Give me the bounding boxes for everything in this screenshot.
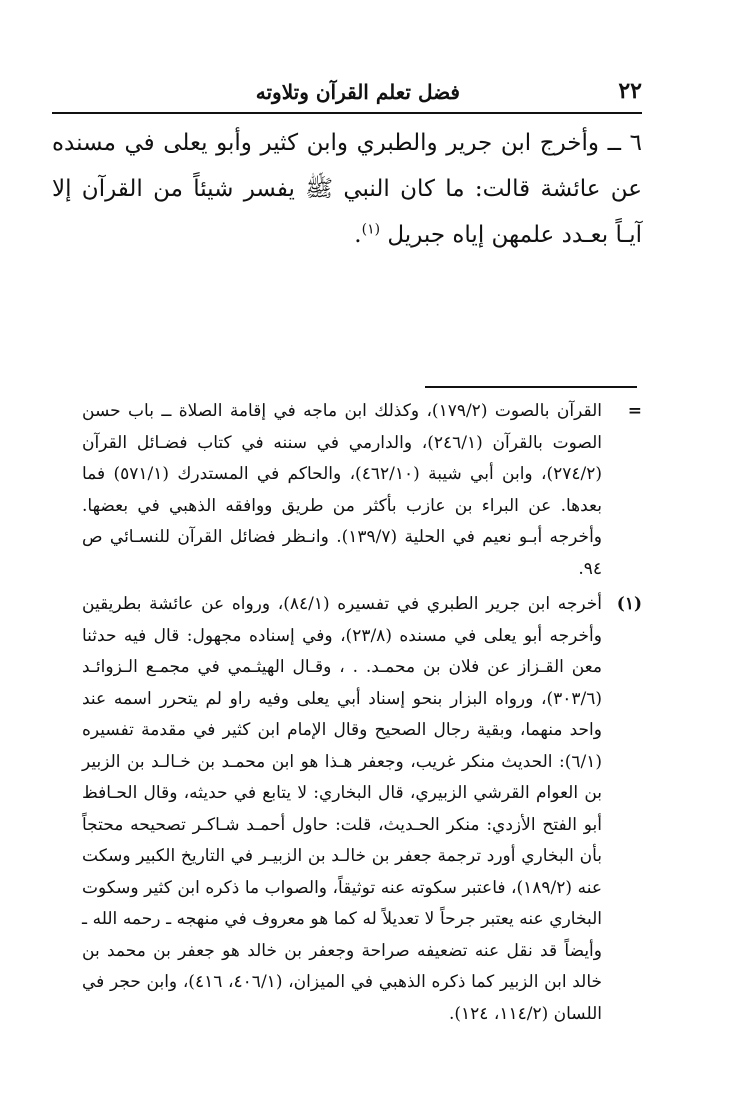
main-paragraph [52, 120, 642, 258]
footnote-continuation-text: القرآن بالصوت (١٧٩/٢)، وكذلك ابن ماجه في إقامة الصلاة ــ باب حسن الصوت بالقرآن (٢٤٦/١)، والدارمي في سننه في كتاب فضـائل القرآن (٢٧٤/٢)، وابن أبي شيبة (٤٦٢/١٠)، والحاكم في المستدرك (٥٧١/١) فما بعدها. عن البراء بن عازب بأكثر من طريق ووافقه الذهبي في بعضها. وأخرجه أبـو نعيم في الحلية (١٣٩/٧). وانـظر فضائل القرآن للنسـائي ص ٩٤. [82, 401, 603, 579]
footnotes [82, 396, 642, 1030]
page-header [52, 78, 642, 110]
footnote-1 [82, 589, 642, 1030]
main-text [52, 120, 642, 258]
footnote-1-label: (١) [616, 594, 642, 614]
footnote-1-text: أخرجه ابن جرير الطبري في تفسيره (٨٤/١)، ورواه عن عائشة بطريقين وأخرجه أبو يعلى في مسنده (٢٣/٨)، وفي إسناده مجهول: قال فيه حدثنا معن القـزاز عن فلان بن محمـد. . ، وقـال الهيثـمي في مجمـع الـزوائـد (٣٠٣/٦)، ورواه البزار بنحو إسناد أبي يعلى وفيه راو لم يتحرر اسمه عند واحد منهما، وبقية رجال الصحيح وقال الإمام ابن كثير في مقدمة تفسيره (٦/١): الحديث منكر غريب، وجعفر هـذا هو ابن محمـد بن خـالـد بن الزبير بن العوام القرشي الزبيري، قال البخاري: لا يتابع في حديثه، وقال الحـافظ أبو الفتح الأزدي: منكر الحـديث، قلت: حاول أحمـد شـاكـر تصحيحه محتجاً بأن البخاري أورد ترجمة جعفر بن خالـد بن الزبيـر في التاريخ الكبير وسكت عنه (١٨٩/٢)، فاعتبر سكوته عنه توثيقاً، والصواب ما ذكره ابن كثير وسكوت البخاري عنه يعتبر جرحاً لا تعديلاً له كما هو معروف في منهجه ـ رحمه الله ـ وأيضاً قد نقل عنه تضعيفه صراحة وجعفر بن خالد هو جعفر بن محمد بن خالد ابن الزبير كما ذكره الذهبي في الميزان، (٤٠٦/١، ٤١٦)، وابن حجر في اللسان (١١٤/٢، ١٢٤). [82, 594, 603, 1024]
footnote-separator [425, 386, 637, 388]
running-title: فضل تعلم القرآن وتلاوته [255, 80, 460, 104]
page-number: ٢٢ [618, 78, 642, 104]
main-paragraph-end: . [354, 222, 362, 248]
footnote-continuation-label: = [627, 401, 642, 421]
footnote-continuation [82, 396, 642, 585]
footnote-reference-1: (١) [361, 221, 381, 238]
header-rule [52, 112, 642, 114]
main-paragraph-text: ٦ ــ وأخرج ابن جرير والطبري وابن كثير وأبو يعلى في مسنده عن عائشة قالت: ما كان النبي ﷺ يفسر شيئاً من القرآن إلا آيـاً بعـدد علمهن إياه جبريل [52, 130, 642, 248]
